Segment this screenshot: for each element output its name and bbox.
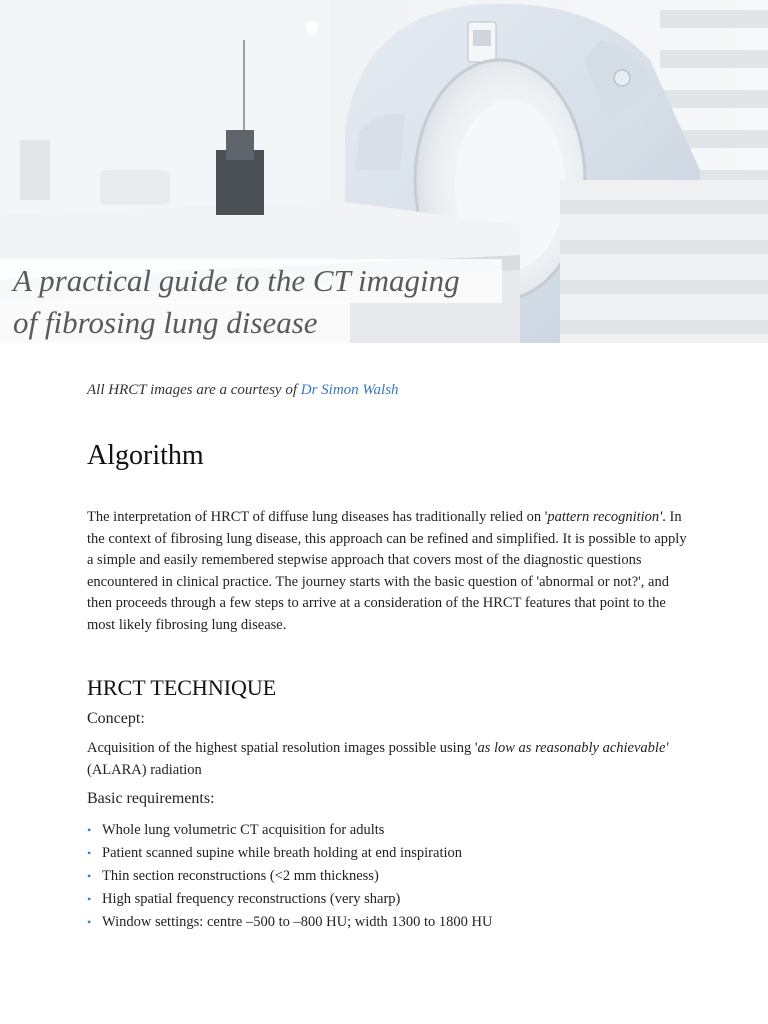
- list-item-text: High spatial frequency reconstructions (very sharp): [102, 891, 401, 907]
- algorithm-heading: Algorithm: [87, 440, 204, 471]
- list-item-text: Window settings: centre –500 to –800 HU; width 1300 to 1800 HU: [102, 914, 493, 930]
- list-item: [87, 911, 492, 934]
- concept-text-part-1: Acquisition of the highest spatial resolution images possible using ': [87, 740, 478, 756]
- image-courtesy-note: [87, 382, 399, 399]
- bullet-icon: •: [87, 892, 92, 906]
- algorithm-paragraph: [87, 507, 687, 637]
- list-item-text: Thin section reconstructions (<2 mm thickness): [102, 868, 379, 884]
- list-item-text: Patient scanned supine while breath holding at end inspiration: [102, 845, 463, 861]
- courtesy-author-link[interactable]: Dr Simon Walsh: [300, 382, 399, 398]
- hero-banner: [0, 0, 768, 343]
- list-item: [87, 865, 492, 888]
- basic-requirements-label: Basic requirements:: [87, 790, 215, 807]
- page-title-line-2: of fibrosing lung disease: [0, 301, 350, 343]
- list-item: [87, 819, 492, 842]
- page-title-line-1: A practical guide to the CT imaging: [0, 259, 502, 303]
- concept-text-part-2: (ALARA) radiation: [87, 761, 202, 778]
- concept-text-emphasis: as low as reasonably achievable': [477, 740, 669, 756]
- list-item-text: Whole lung volumetric CT acquisition for adults: [102, 822, 385, 838]
- bullet-icon: •: [87, 869, 92, 883]
- bullet-icon: •: [87, 915, 92, 929]
- algorithm-text-part-2: . In the context of fibrosing lung disease, this approach can be refined and simplified. It is possible to apply a simple and easily remembered stepwise approach that covers most of the diagnostic questions encountered in clinical practice. The journey starts with the basic question of 'abnormal or not?', and then proceeds through a few steps to arrive at a consideration of the HRCT features that point to the most likely fibrosing lung disease.: [87, 509, 687, 633]
- concept-paragraph: [87, 738, 687, 781]
- concept-label: Concept:: [87, 710, 145, 727]
- list-item: [87, 842, 492, 865]
- courtesy-prefix: All HRCT images are a courtesy of: [87, 382, 301, 398]
- hrct-technique-heading: HRCT TECHNIQUE: [87, 675, 277, 700]
- bullet-icon: •: [87, 846, 92, 860]
- list-item: [87, 888, 492, 911]
- requirements-list: [87, 819, 492, 934]
- algorithm-text-emphasis: pattern recognition': [547, 509, 663, 525]
- bullet-icon: •: [87, 823, 92, 837]
- algorithm-text-part-1: The interpretation of HRCT of diffuse lung diseases has traditionally relied on ': [87, 509, 548, 525]
